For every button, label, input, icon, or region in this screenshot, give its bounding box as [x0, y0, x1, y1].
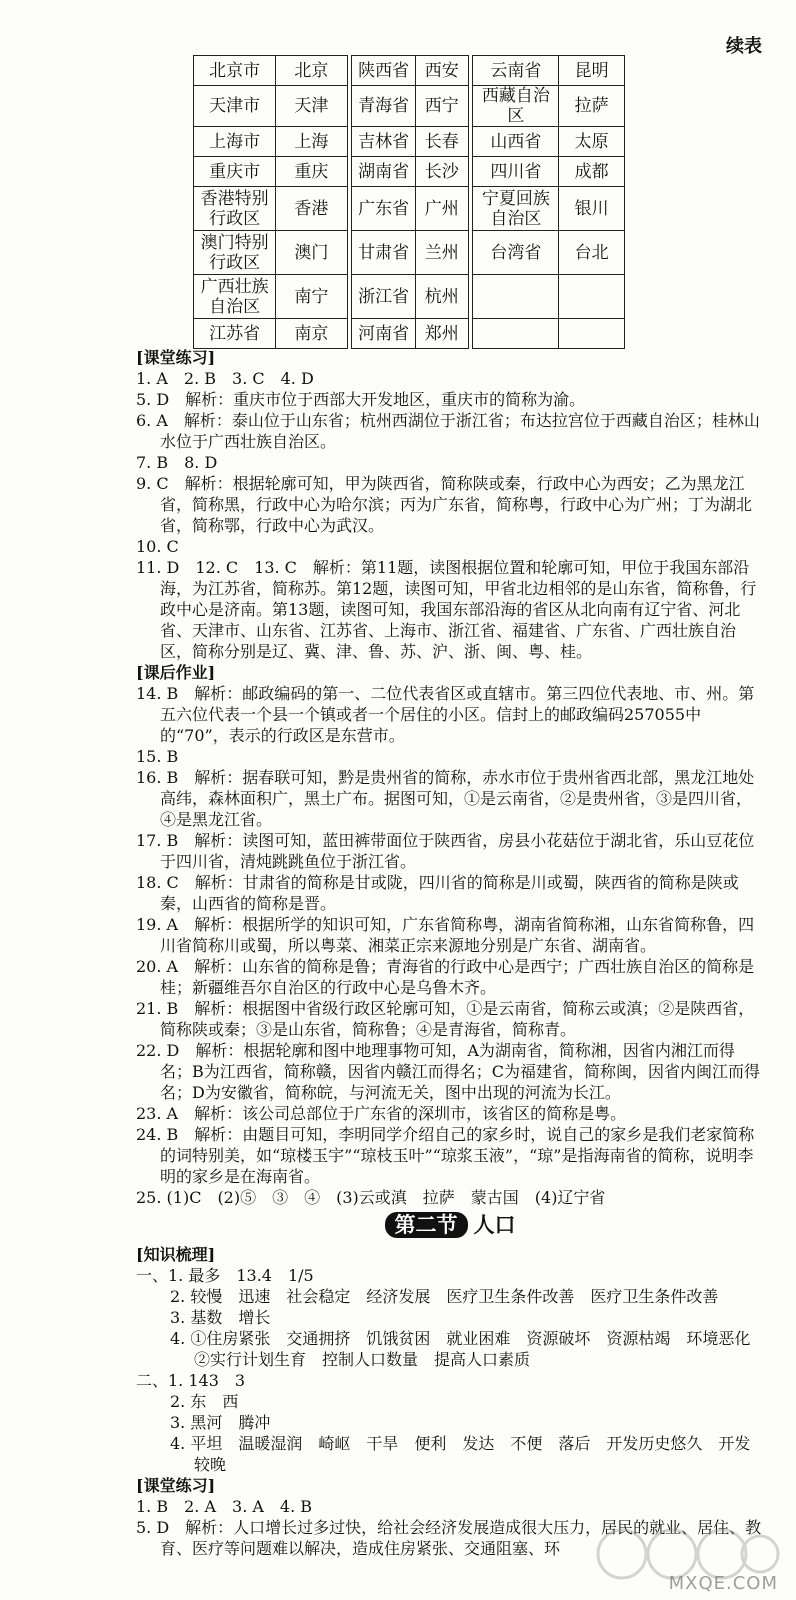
- region-cell: [473, 275, 559, 319]
- answer-item: 21. B 解析：根据图中省级行政区轮廓可知，①是云南省，简称云或滇；②是陕西省，简称陕或秦；③是山东省，简称鲁；④是青海省，简称青。: [136, 999, 755, 1039]
- capital-cell: 长沙: [415, 157, 468, 187]
- section-title: [136, 1212, 764, 1238]
- answer-item: 20. A 解析：山东省的简称是鲁；青海省的行政中心是西宁；广西壮族自治区的简称是桂；新疆维吾尔自治区的行政中心是乌鲁木齐。: [136, 957, 755, 997]
- answer-item: 17. B 解析：读图可知，蓝田裤带面位于陕西省，房县小花菇位于湖北省，乐山豆花位于四川省，清炖跳跳鱼位于浙江省。: [136, 831, 755, 871]
- region-cell: 江苏省: [194, 319, 276, 349]
- capital-cell: 昆明: [559, 56, 625, 86]
- table-row: [194, 86, 625, 127]
- capital-cell: 银川: [559, 187, 625, 231]
- table-row: [194, 127, 625, 157]
- region-cell: 宁夏回族自治区: [473, 187, 559, 231]
- capital-cell: 澳门: [276, 231, 347, 275]
- section-header: [课堂练习]: [136, 348, 216, 367]
- region-cell: 西藏自治区: [473, 86, 559, 127]
- answer-item: 2. 较慢 迅速 社会稳定 经济发展 医疗卫生条件改善 医疗卫生条件改善: [170, 1287, 719, 1306]
- section-badge: 第二节: [385, 1212, 468, 1238]
- section-header: [知识梳理]: [136, 1245, 216, 1264]
- region-cell: 广东省: [352, 187, 416, 231]
- answer-item: 18. C 解析：甘肃省的简称是甘或陇，四川省的简称是川或蜀，陕西省的简称是陕或秦，山西省的简称是晋。: [136, 873, 739, 913]
- answer-item: 一、1. 最多 13.4 1/5: [136, 1266, 314, 1285]
- answer-item: 5. D 解析：人口增长过多过快，给社会经济发展造成很大压力，居民的就业、居住、教育、医疗等问题难以解决，造成住房紧张、交通阻塞、环: [136, 1518, 762, 1558]
- capital-cell: 北京: [276, 56, 347, 86]
- table-row: [194, 319, 625, 349]
- answer-item: 5. D 解析：重庆市位于西部大开发地区，重庆市的简称为渝。: [136, 390, 586, 409]
- answer-item: 4. 平坦 温暖湿润 崎岖 干旱 便利 发达 不便 落后 开发历史悠久 开发较晚: [170, 1434, 751, 1474]
- answer-item: 25. (1)C (2)⑤ ③ ④ (3)云或滇 拉萨 蒙古国 (4)辽宁省: [136, 1188, 606, 1207]
- answer-item: 16. B 解析：据春联可知，黔是贵州省的简称，赤水市位于贵州省西北部，黑龙江地处高纬，森林面积广，黑土广布。据图可知，①是云南省，②是贵州省，③是四川省，④是黑龙江省。: [136, 768, 755, 829]
- answer-item: 14. B 解析：邮政编码的第一、二位代表省区或直辖市。第三四位代表地、市、州。第五六位代表一个县一个镇或者一个居住的小区。信封上的邮政编码257055中的“70”，表示的行政区是东营市。: [136, 684, 755, 745]
- capital-cell: 兰州: [415, 231, 468, 275]
- capital-cell: 南京: [276, 319, 347, 349]
- answer-item: 1. B 2. A 3. A 4. B: [136, 1497, 313, 1516]
- capital-cell: 香港: [276, 187, 347, 231]
- region-cell: 北京市: [194, 56, 276, 86]
- region-cell: 上海市: [194, 127, 276, 157]
- region-cell: 湖南省: [352, 157, 416, 187]
- capital-cell: 太原: [559, 127, 625, 157]
- region-cell: [473, 319, 559, 349]
- table-row: [194, 275, 625, 319]
- region-cell: 天津市: [194, 86, 276, 127]
- table-row: [194, 187, 625, 231]
- answer-item: 9. C 解析：根据轮廓可知，甲为陕西省，简称陕或秦，行政中心为西安；乙为黑龙江省，简称黑，行政中心为哈尔滨；丙为广东省，简称粤，行政中心为广州；丁为湖北省，简称鄂，行政中心为武汉。: [136, 474, 753, 535]
- region-cell: 云南省: [473, 56, 559, 86]
- capital-cell: 上海: [276, 127, 347, 157]
- capital-cell: 西安: [415, 56, 468, 86]
- answer-item: 24. B 解析：由题目可知，李明同学介绍自己的家乡时，说自己的家乡是我们老家简称的词特别美，如“琼楼玉宇”“琼枝玉叶”“琼浆玉液”，“琼”是指海南省的简称，说明李明的家乡是在海南省。: [136, 1125, 755, 1186]
- region-cell: 陕西省: [352, 56, 416, 86]
- capital-cell: 天津: [276, 86, 347, 127]
- region-cell: 重庆市: [194, 157, 276, 187]
- section-header: [课后作业]: [136, 663, 216, 682]
- section-header: [课堂练习]: [136, 1476, 216, 1495]
- answer-item: 15. B: [136, 747, 179, 766]
- capital-cell: 重庆: [276, 157, 347, 187]
- capital-cell: 杭州: [415, 275, 468, 319]
- answer-item: 二、1. 143 3: [136, 1371, 246, 1390]
- answer-content: [136, 347, 767, 1559]
- watermark-text: MXQE.COM: [668, 1573, 778, 1594]
- answer-item: 3. 基数 增长: [170, 1308, 271, 1327]
- capital-cell: 拉萨: [559, 86, 625, 127]
- answer-item: 11. D 12. C 13. C 解析：第11题，读图根据位置和轮廓可知，甲位于我国东部沿海，为江苏省，简称苏。第12题，读图可知，甲省北边相邻的是山东省，简称鲁，行政中心是济南。第13题，读图可知，我国东部沿海的省区从北向南有辽宁省、河北省、天津市、山东省、江苏省、上海市、浙江省、福建省、广东省、广西壮族自治区，简称分别是辽、冀、津、鲁、苏、沪、浙、闽、粤、桂。: [136, 558, 757, 661]
- region-cell: 澳门特别行政区: [194, 231, 276, 275]
- table-row: [194, 231, 625, 275]
- answer-item: 23. A 解析：该公司总部位于广东省的深圳市，该省区的简称是粤。: [136, 1104, 627, 1123]
- region-cell: 台湾省: [473, 231, 559, 275]
- answer-item: 1. A 2. B 3. C 4. D: [136, 369, 314, 388]
- region-cell: 广西壮族自治区: [194, 275, 276, 319]
- capital-cell: [559, 319, 625, 349]
- region-cell: 河南省: [352, 319, 416, 349]
- region-cell: 香港特别行政区: [194, 187, 276, 231]
- answer-item: 3. 黑河 腾冲: [170, 1413, 271, 1432]
- capital-cell: 长春: [415, 127, 468, 157]
- province-capital-table: [193, 55, 625, 349]
- answer-item: 7. B 8. D: [136, 453, 218, 472]
- answer-item: 10. C: [136, 537, 179, 556]
- region-cell: 四川省: [473, 157, 559, 187]
- capital-cell: 台北: [559, 231, 625, 275]
- table-row: [194, 56, 625, 86]
- answer-item: 22. D 解析：根据轮廓和图中地理事物可知，A为湖南省，简称湘，因省内湘江而得名；B为江西省，简称赣，因省内赣江而得名；C为福建省，简称闽，因省内闽江而得名；D为安徽省，简称皖，与河流无关，图中出现的河流为长江。: [136, 1041, 761, 1102]
- continued-label: 续表: [726, 36, 762, 57]
- region-cell: 甘肃省: [352, 231, 416, 275]
- answer-item: 19. A 解析：根据所学的知识可知，广东省简称粤，湖南省简称湘，山东省简称鲁，四川省简称川或蜀，所以粤菜、湘菜正宗来源地分别是广东省、湖南省。: [136, 915, 755, 955]
- section-name: 人口: [473, 1212, 516, 1237]
- region-cell: 山西省: [473, 127, 559, 157]
- capital-cell: 成都: [559, 157, 625, 187]
- answer-item: 4. ①住房紧张 交通拥挤 饥饿贫困 就业困难 资源破坏 资源枯竭 环境恶化 ②实行计划生育 控制人口数量 提高人口素质: [170, 1329, 767, 1369]
- answer-item: 2. 东 西: [170, 1392, 239, 1411]
- capital-cell: [559, 275, 625, 319]
- region-cell: 吉林省: [352, 127, 416, 157]
- table-row: [194, 157, 625, 187]
- capital-cell: 西宁: [415, 86, 468, 127]
- region-cell: 浙江省: [352, 275, 416, 319]
- capital-cell: 南宁: [276, 275, 347, 319]
- answer-item: 6. A 解析：泰山位于山东省；杭州西湖位于浙江省；布达拉宫位于西藏自治区；桂林山水位于广西壮族自治区。: [136, 411, 760, 451]
- capital-cell: 郑州: [415, 319, 468, 349]
- capital-cell: 广州: [415, 187, 468, 231]
- region-cell: 青海省: [352, 86, 416, 127]
